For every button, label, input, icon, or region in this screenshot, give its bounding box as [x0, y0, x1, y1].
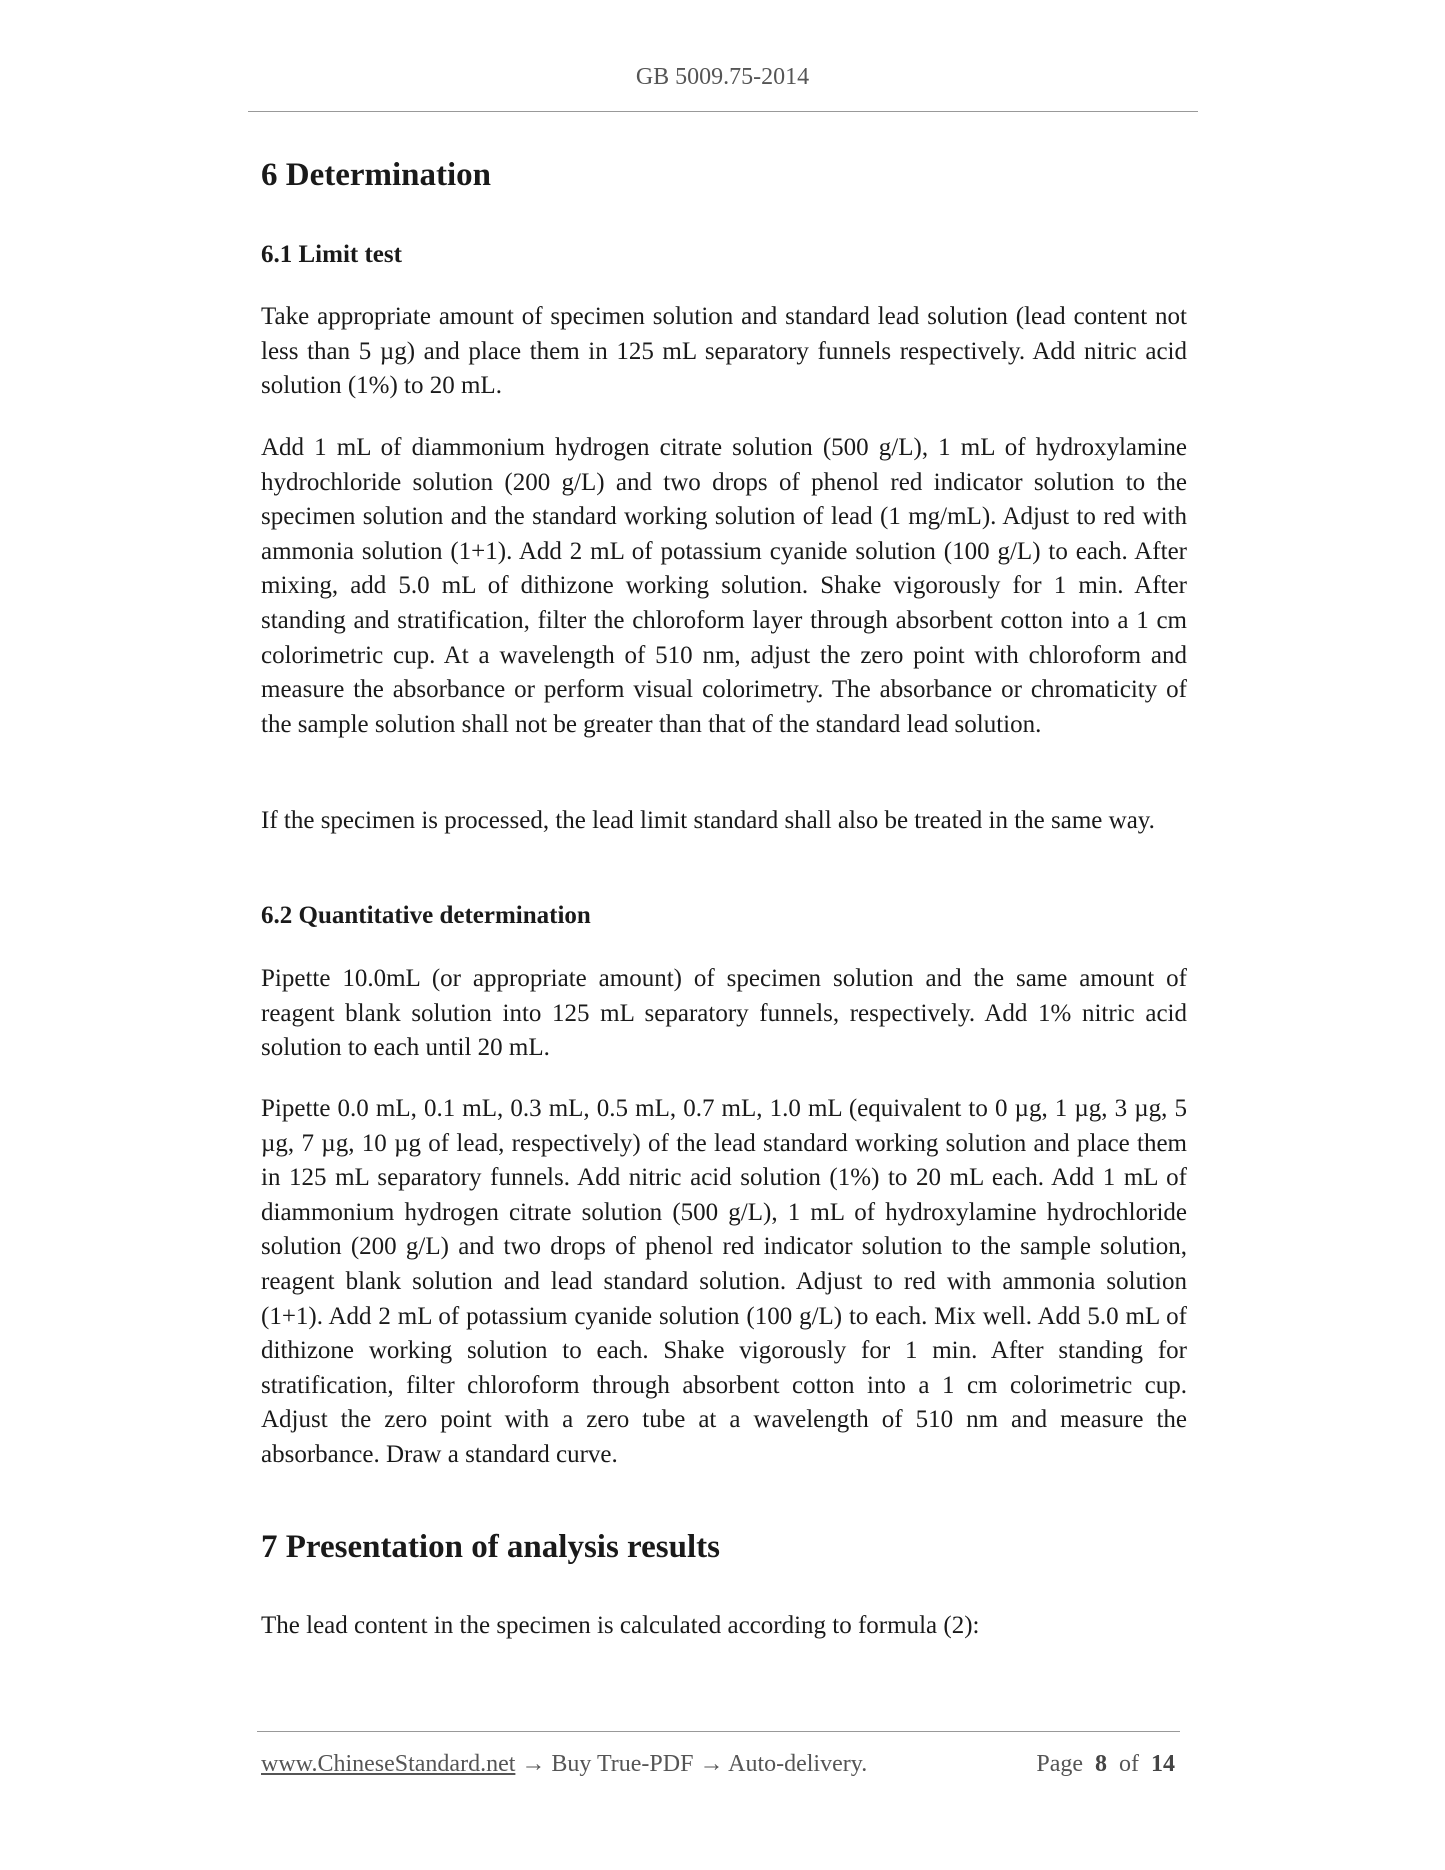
- total-pages: 14: [1151, 1751, 1175, 1777]
- section-heading-6: 6 Determination: [261, 157, 492, 193]
- current-page: 8: [1095, 1751, 1107, 1777]
- website-link[interactable]: www.ChineseStandard.net: [261, 1751, 516, 1777]
- paragraph: Pipette 10.0mL (or appropriate amount) of specimen solution and the same amount of reagent blank solution into 125 mL separatory funnels, respectively. Add 1% nitric acid solution to each until 20 mL.: [261, 965, 1187, 1062]
- subsection-heading-6-2: 6.2 Quantitative determination: [261, 902, 591, 929]
- document-header: GB 5009.75-2014: [635, 64, 810, 90]
- section-heading-7: 7 Presentation of analysis results: [261, 1529, 720, 1565]
- page-label: Page: [1036, 1751, 1083, 1777]
- paragraph: Pipette 0.0 mL, 0.1 mL, 0.3 mL, 0.5 mL, 0.7 mL, 1.0 mL (equivalent to 0 µg, 1 µg, 3 µg, 5 µg, 7 µg, 10 µg of lead, respectively) of the lead standard working solution and place them in 125 mL separatory funnels. Add nitric acid solution (1%) to 20 mL each. Add 1 mL of diammonium hydrogen citrate solution (500 g/L), 1 mL of hydroxylamine hydrochloride solution (200 g/L) and two drops of phenol red indicator solution to the sample solution, reagent blank solution and lead standard solution. Adjust to red with ammonia solution (1+1). Add 2 mL of potassium cyanide solution (100 g/L) to each. Mix well. Add 5.0 mL of dithizone working solution to each. Shake vigorously for 1 min. After standing for stratification, filter chloroform through absorbent cotton into a 1 cm colorimetric cup. Adjust the zero point with a zero tube at a wavelength of 510 nm and measure the absorbance. Draw a standard curve.: [261, 1095, 1187, 1468]
- footer-divider: [257, 1731, 1180, 1732]
- paragraph: Take appropriate amount of specimen solution and standard lead solution (lead content not less than 5 µg) and place them in 125 mL separatory funnels respectively. Add nitric acid solution (1%) to 20 mL.: [261, 303, 1187, 400]
- paragraph: The lead content in the specimen is calculated according to formula (2):: [261, 1612, 980, 1639]
- paragraph: If the specimen is processed, the lead limit standard shall also be treated in the same way.: [261, 807, 1155, 834]
- page-indicator: [1030, 1751, 1175, 1778]
- of-label: of: [1119, 1751, 1139, 1777]
- subsection-heading-6-1: 6.1 Limit test: [261, 241, 402, 268]
- footer-promo-text: → Buy True-PDF → Auto-delivery.: [515, 1751, 868, 1777]
- header-divider: [248, 111, 1198, 112]
- footer-promo: [261, 1751, 867, 1778]
- paragraph: Add 1 mL of diammonium hydrogen citrate solution (500 g/L), 1 mL of hydroxylamine hydrochloride solution (200 g/L) and two drops of phenol red indicator solution to the specimen solution and the standard working solution of lead (1 mg/mL). Adjust to red with ammonia solution (1+1). Add 2 mL of potassium cyanide solution (100 g/L) to each. After mixing, add 5.0 mL of dithizone working solution. Shake vigorously for 1 min. After standing and stratification, filter the chloroform layer through absorbent cotton into a 1 cm colorimetric cup. At a wavelength of 510 nm, adjust the zero point with chloroform and measure the absorbance or perform visual colorimetry. The absorbance or chromaticity of the sample solution shall not be greater than that of the standard lead solution.: [261, 434, 1187, 738]
